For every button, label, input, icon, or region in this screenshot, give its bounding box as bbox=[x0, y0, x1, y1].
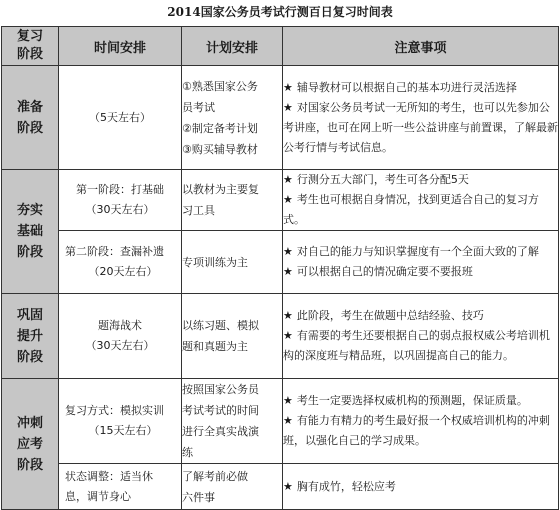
notes-cell bbox=[283, 170, 559, 231]
star-icon: ★ bbox=[283, 394, 293, 407]
star-icon: ★ bbox=[283, 193, 293, 206]
table-row bbox=[2, 294, 559, 379]
plan-cell: 专项训练为主 bbox=[182, 231, 283, 294]
note-item: ★ 胸有成竹，轻松应考 bbox=[283, 479, 396, 493]
star-icon: ★ bbox=[283, 414, 293, 427]
stage-sprint: 冲刺 应考 阶段 bbox=[2, 379, 59, 510]
stage-prep: 准备 阶段 bbox=[2, 66, 59, 170]
note-item: ★ 有需要的考生还要根据自己的弱点报权威公考培训机构的深度班与精品班，以巩固提高自己的能力。 bbox=[283, 329, 550, 362]
notes-cell bbox=[283, 66, 559, 170]
review-schedule-table bbox=[1, 26, 559, 510]
plan-cell: ①熟悉国家公务 员考试 ②制定备考计划 ③购买辅导教材 bbox=[182, 66, 283, 170]
note-item: ★ 对自己的能力与知识掌握度有一个全面大致的了解 bbox=[283, 245, 539, 258]
note-item: ★ 此阶段，考生在做题中总结经验、技巧 bbox=[283, 309, 484, 322]
star-icon: ★ bbox=[283, 100, 293, 114]
table-row bbox=[2, 231, 559, 294]
plan-cell: 以练习题、模拟 题和真题为主 bbox=[182, 294, 283, 379]
time-cell: 第二阶段：查漏补遗 （20天左右） bbox=[59, 231, 182, 294]
notes-cell bbox=[283, 231, 559, 294]
note-item: ★ 考生也可根据自身情况，找到更适合自己的复习方式。 bbox=[283, 193, 539, 226]
note-item: ★ 有能力有精力的考生最好报一个权威培训机构的冲刺班，以强化自己的学习成果。 bbox=[283, 414, 550, 447]
note-item: ★ 对国家公务员考试一无所知的考生，也可以先参加公考讲座，也可在网上听一些公益讲座与前置课，了解最新公考行情与考试信息。 bbox=[283, 100, 558, 154]
star-icon: ★ bbox=[283, 173, 293, 186]
notes-cell bbox=[283, 379, 559, 464]
table-row bbox=[2, 464, 559, 510]
header-notes: 注意事项 bbox=[283, 27, 559, 66]
table-row bbox=[2, 170, 559, 231]
time-cell: 题海战术 （30天左右） bbox=[59, 294, 182, 379]
header-time: 时间安排 bbox=[59, 27, 182, 66]
time-cell: 第一阶段：打基础 （30天左右） bbox=[59, 170, 182, 231]
star-icon: ★ bbox=[283, 265, 293, 278]
plan-cell: 了解考前必做 六件事 bbox=[182, 464, 283, 510]
table-row bbox=[2, 66, 559, 170]
header-plan: 计划安排 bbox=[182, 27, 283, 66]
stage-consolidate: 巩固 提升 阶段 bbox=[2, 294, 59, 379]
note-item: ★ 行测分五大部门，考生可各分配5天 bbox=[283, 173, 469, 186]
time-cell: （5天左右） bbox=[59, 66, 182, 170]
plan-cell: 按照国家公务员 考试考试的时间 进行全真实战演 练 bbox=[182, 379, 283, 464]
star-icon: ★ bbox=[283, 245, 293, 258]
star-icon: ★ bbox=[283, 329, 293, 342]
star-icon: ★ bbox=[283, 80, 293, 94]
note-item: ★ 辅导教材可以根据自己的基本功进行灵活选择 bbox=[283, 80, 517, 94]
plan-cell: 以教材为主要复 习工具 bbox=[182, 170, 283, 231]
time-cell: 复习方式：模拟实训 （15天左右） bbox=[59, 379, 182, 464]
header-row bbox=[2, 27, 559, 66]
note-item: ★ 可以根据自己的情况确定要不要报班 bbox=[283, 265, 473, 278]
stage-foundation: 夯实 基础 阶段 bbox=[2, 170, 59, 294]
table-title: 2014国家公务员考试行测百日复习时间表 bbox=[167, 5, 393, 19]
note-item: ★ 考生一定要选择权威机构的预测题，保证质量。 bbox=[283, 394, 528, 407]
star-icon: ★ bbox=[283, 479, 293, 493]
star-icon: ★ bbox=[283, 309, 293, 322]
notes-cell bbox=[283, 294, 559, 379]
time-cell: 状态调整：适当休 息，调节身心 bbox=[59, 464, 182, 510]
notes-cell bbox=[283, 464, 559, 510]
header-stage: 复习 阶段 bbox=[2, 27, 59, 66]
table-row bbox=[2, 379, 559, 464]
